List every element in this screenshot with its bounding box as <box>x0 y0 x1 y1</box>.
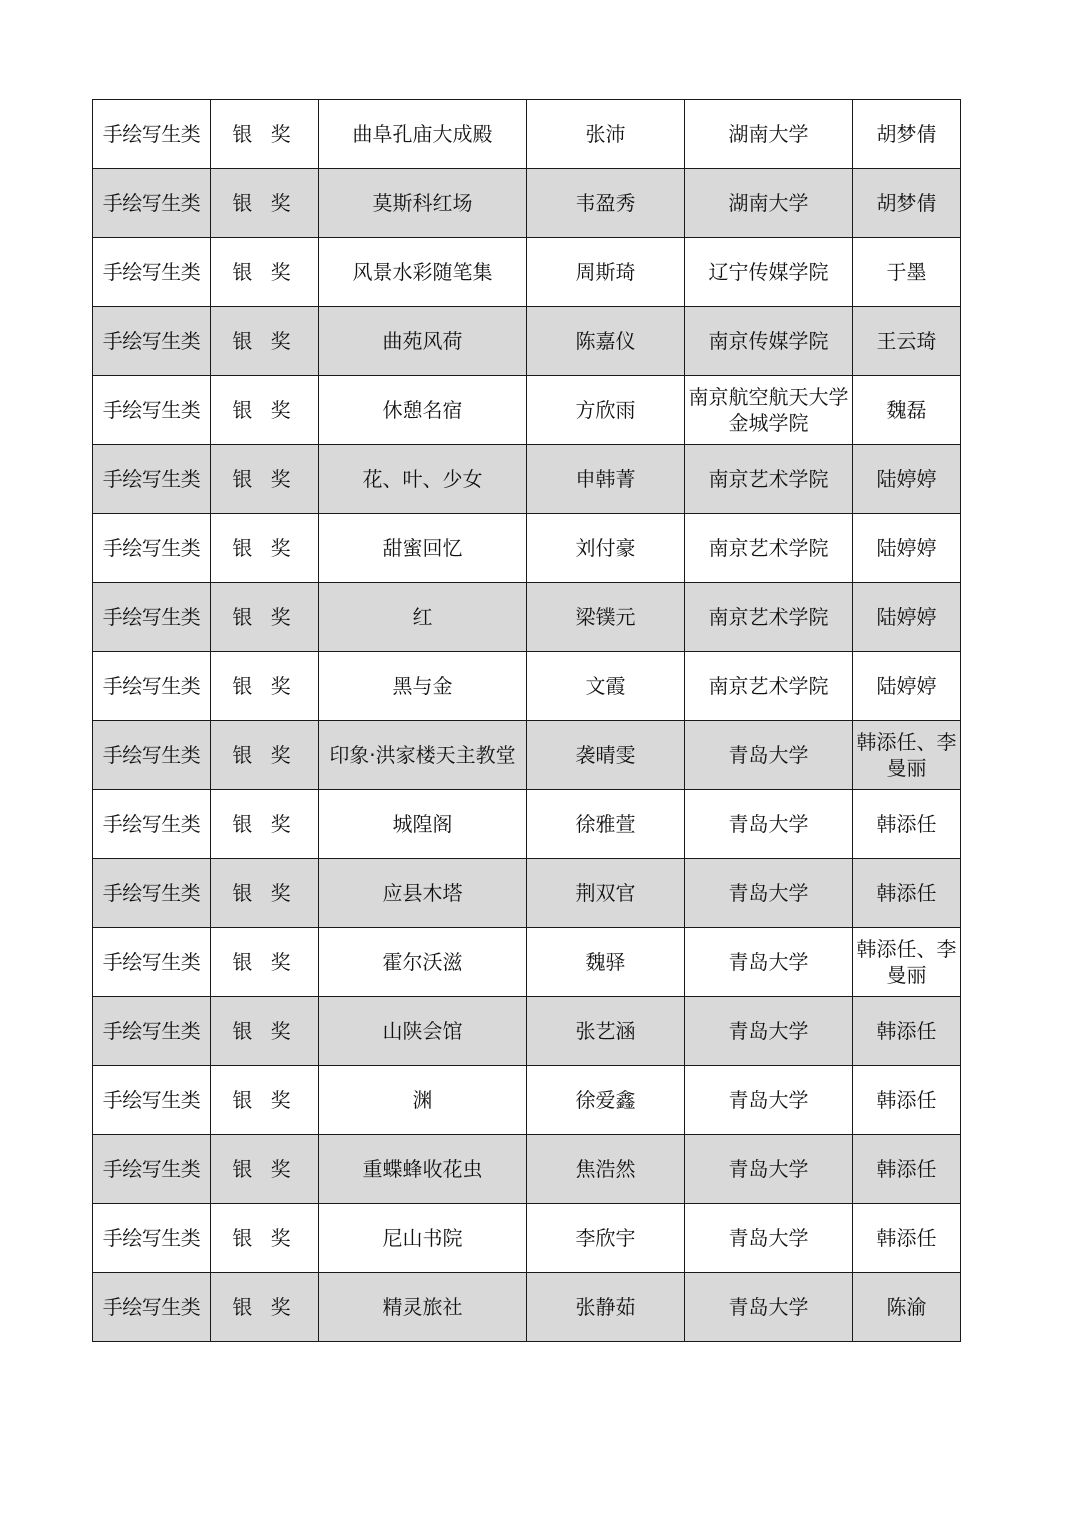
title-cell: 霍尔沃滋 <box>319 928 527 997</box>
title-cell: 花、叶、少女 <box>319 445 527 514</box>
award-cell: 银 奖 <box>211 1273 319 1342</box>
category-cell: 手绘写生类 <box>93 1066 211 1135</box>
table-row <box>93 790 961 859</box>
table-row <box>93 859 961 928</box>
advisor-cell: 陆婷婷 <box>853 652 961 721</box>
title-cell: 曲阜孔庙大成殿 <box>319 100 527 169</box>
title-cell: 休憩名宿 <box>319 376 527 445</box>
title-cell: 城隍阁 <box>319 790 527 859</box>
category-cell: 手绘写生类 <box>93 583 211 652</box>
author-cell: 袭晴雯 <box>527 721 685 790</box>
school-cell: 青岛大学 <box>685 790 853 859</box>
table-row <box>93 376 961 445</box>
table-row <box>93 721 961 790</box>
advisor-cell: 于墨 <box>853 238 961 307</box>
category-cell: 手绘写生类 <box>93 445 211 514</box>
award-cell: 银 奖 <box>211 1204 319 1273</box>
school-cell: 青岛大学 <box>685 721 853 790</box>
title-cell: 红 <box>319 583 527 652</box>
advisor-cell: 韩添任 <box>853 1204 961 1273</box>
advisor-cell: 胡梦倩 <box>853 169 961 238</box>
award-cell: 银 奖 <box>211 721 319 790</box>
advisor-cell: 韩添任 <box>853 1066 961 1135</box>
award-cell: 银 奖 <box>211 100 319 169</box>
table-row <box>93 307 961 376</box>
table-row <box>93 1273 961 1342</box>
title-cell: 印象·洪家楼天主教堂 <box>319 721 527 790</box>
advisor-cell: 韩添任 <box>853 1135 961 1204</box>
title-cell: 精灵旅社 <box>319 1273 527 1342</box>
table-row <box>93 445 961 514</box>
advisor-cell: 韩添任、李曼丽 <box>853 928 961 997</box>
category-cell: 手绘写生类 <box>93 100 211 169</box>
advisor-cell: 魏磊 <box>853 376 961 445</box>
author-cell: 荆双官 <box>527 859 685 928</box>
table-row <box>93 169 961 238</box>
category-cell: 手绘写生类 <box>93 1204 211 1273</box>
award-cell: 银 奖 <box>211 928 319 997</box>
award-cell: 银 奖 <box>211 238 319 307</box>
award-cell: 银 奖 <box>211 1135 319 1204</box>
award-cell: 银 奖 <box>211 1066 319 1135</box>
school-cell: 南京艺术学院 <box>685 583 853 652</box>
category-cell: 手绘写生类 <box>93 238 211 307</box>
title-cell: 山陕会馆 <box>319 997 527 1066</box>
table-row <box>93 583 961 652</box>
award-cell: 银 奖 <box>211 997 319 1066</box>
table-row <box>93 100 961 169</box>
awards-table <box>92 99 961 1342</box>
award-cell: 银 奖 <box>211 790 319 859</box>
title-cell: 甜蜜回忆 <box>319 514 527 583</box>
category-cell: 手绘写生类 <box>93 1135 211 1204</box>
table-row <box>93 652 961 721</box>
school-cell: 辽宁传媒学院 <box>685 238 853 307</box>
author-cell: 李欣宇 <box>527 1204 685 1273</box>
category-cell: 手绘写生类 <box>93 514 211 583</box>
author-cell: 文霞 <box>527 652 685 721</box>
title-cell: 黑与金 <box>319 652 527 721</box>
award-cell: 银 奖 <box>211 169 319 238</box>
school-cell: 南京艺术学院 <box>685 514 853 583</box>
author-cell: 魏驿 <box>527 928 685 997</box>
category-cell: 手绘写生类 <box>93 376 211 445</box>
category-cell: 手绘写生类 <box>93 790 211 859</box>
title-cell: 风景水彩随笔集 <box>319 238 527 307</box>
table-row <box>93 1066 961 1135</box>
category-cell: 手绘写生类 <box>93 997 211 1066</box>
category-cell: 手绘写生类 <box>93 307 211 376</box>
advisor-cell: 胡梦倩 <box>853 100 961 169</box>
award-cell: 银 奖 <box>211 583 319 652</box>
school-cell: 湖南大学 <box>685 100 853 169</box>
advisor-cell: 韩添任 <box>853 859 961 928</box>
author-cell: 刘付豪 <box>527 514 685 583</box>
school-cell: 南京传媒学院 <box>685 307 853 376</box>
category-cell: 手绘写生类 <box>93 928 211 997</box>
school-cell: 青岛大学 <box>685 1204 853 1273</box>
author-cell: 周斯琦 <box>527 238 685 307</box>
table-row <box>93 1135 961 1204</box>
title-cell: 曲苑风荷 <box>319 307 527 376</box>
category-cell: 手绘写生类 <box>93 169 211 238</box>
author-cell: 梁镤元 <box>527 583 685 652</box>
title-cell: 莫斯科红场 <box>319 169 527 238</box>
title-cell: 应县木塔 <box>319 859 527 928</box>
author-cell: 方欣雨 <box>527 376 685 445</box>
school-cell: 青岛大学 <box>685 928 853 997</box>
table-row <box>93 928 961 997</box>
author-cell: 张静茹 <box>527 1273 685 1342</box>
school-cell: 南京航空航天大学金城学院 <box>685 376 853 445</box>
title-cell: 渊 <box>319 1066 527 1135</box>
award-cell: 银 奖 <box>211 445 319 514</box>
advisor-cell: 陈渝 <box>853 1273 961 1342</box>
school-cell: 青岛大学 <box>685 1066 853 1135</box>
category-cell: 手绘写生类 <box>93 1273 211 1342</box>
school-cell: 青岛大学 <box>685 997 853 1066</box>
advisor-cell: 王云琦 <box>853 307 961 376</box>
award-cell: 银 奖 <box>211 307 319 376</box>
author-cell: 徐雅萱 <box>527 790 685 859</box>
award-cell: 银 奖 <box>211 514 319 583</box>
award-cell: 银 奖 <box>211 859 319 928</box>
advisor-cell: 陆婷婷 <box>853 445 961 514</box>
advisor-cell: 陆婷婷 <box>853 514 961 583</box>
author-cell: 申韩菁 <box>527 445 685 514</box>
category-cell: 手绘写生类 <box>93 721 211 790</box>
advisor-cell: 陆婷婷 <box>853 583 961 652</box>
school-cell: 青岛大学 <box>685 859 853 928</box>
author-cell: 张艺涵 <box>527 997 685 1066</box>
table-row <box>93 997 961 1066</box>
author-cell: 张沛 <box>527 100 685 169</box>
school-cell: 湖南大学 <box>685 169 853 238</box>
author-cell: 徐爱鑫 <box>527 1066 685 1135</box>
award-cell: 银 奖 <box>211 376 319 445</box>
table-row <box>93 1204 961 1273</box>
school-cell: 青岛大学 <box>685 1135 853 1204</box>
school-cell: 青岛大学 <box>685 1273 853 1342</box>
school-cell: 南京艺术学院 <box>685 652 853 721</box>
advisor-cell: 韩添任 <box>853 997 961 1066</box>
table-row <box>93 514 961 583</box>
table-row <box>93 238 961 307</box>
category-cell: 手绘写生类 <box>93 859 211 928</box>
category-cell: 手绘写生类 <box>93 652 211 721</box>
author-cell: 焦浩然 <box>527 1135 685 1204</box>
author-cell: 陈嘉仪 <box>527 307 685 376</box>
title-cell: 尼山书院 <box>319 1204 527 1273</box>
advisor-cell: 韩添任、李曼丽 <box>853 721 961 790</box>
award-cell: 银 奖 <box>211 652 319 721</box>
school-cell: 南京艺术学院 <box>685 445 853 514</box>
advisor-cell: 韩添任 <box>853 790 961 859</box>
title-cell: 重蝶蜂收花虫 <box>319 1135 527 1204</box>
author-cell: 韦盈秀 <box>527 169 685 238</box>
